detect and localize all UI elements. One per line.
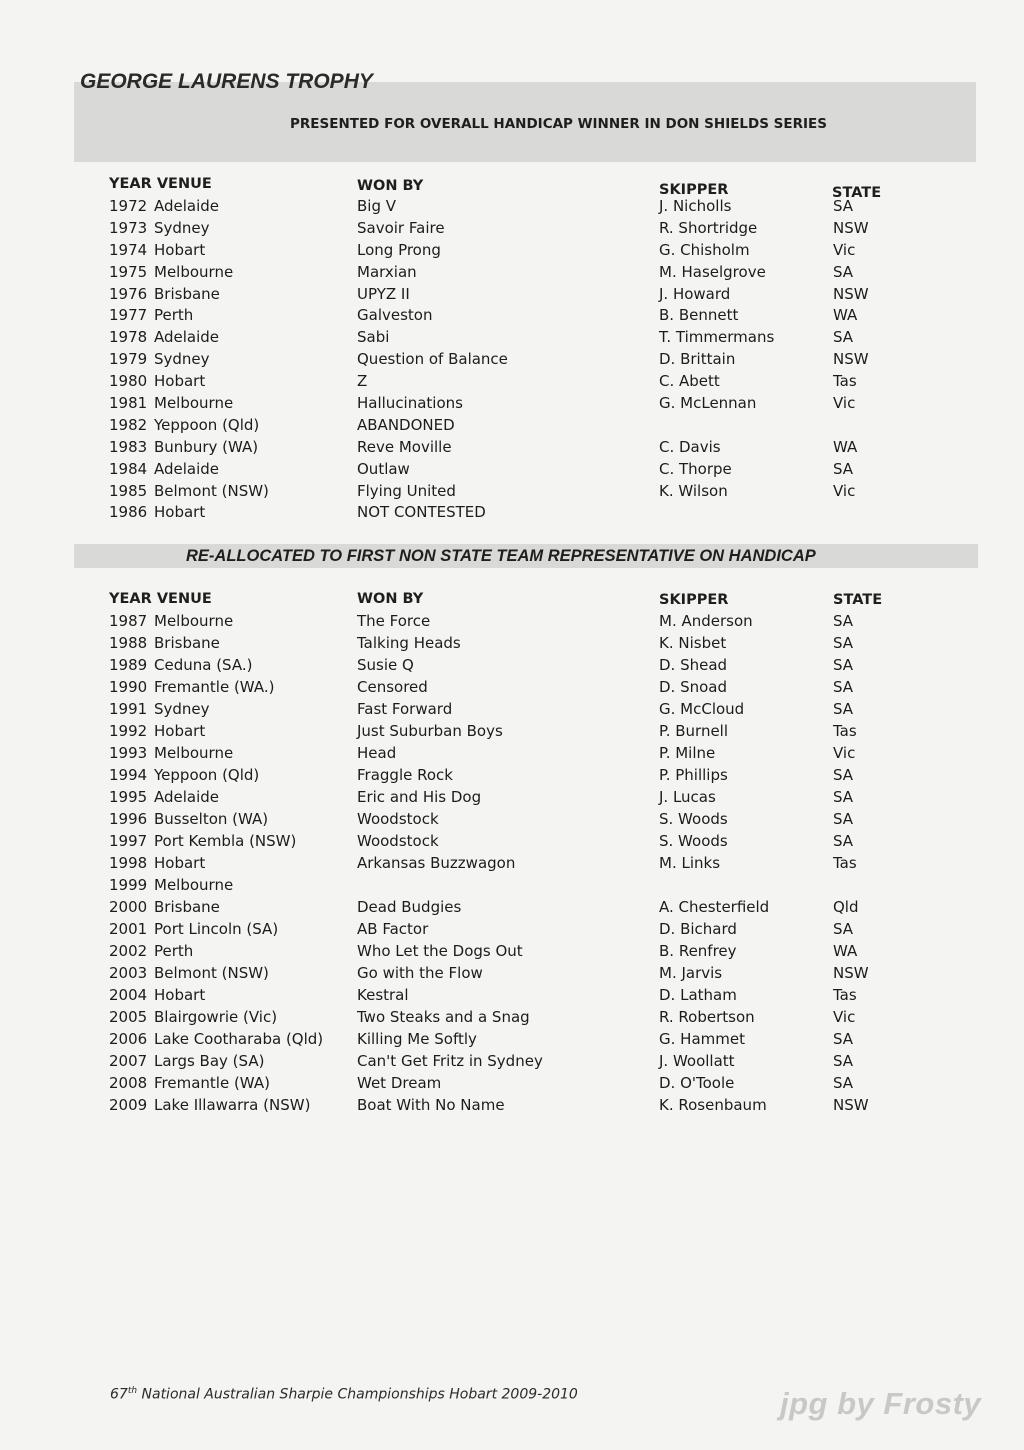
state-cell: Tas — [833, 722, 857, 740]
state-cell: SA — [833, 678, 854, 696]
skipper-cell: J. Woollatt — [659, 1052, 735, 1070]
state-cell: Tas — [833, 986, 857, 1004]
state-cell: SA — [833, 700, 854, 718]
skipper-cell: G. Chisholm — [659, 240, 750, 259]
venue-cell: Largs Bay (SA) — [154, 1052, 265, 1070]
skipper-cell: M. Jarvis — [659, 964, 723, 982]
skipper-cell: T. Timmermans — [659, 328, 775, 347]
col-header-state: STATE — [832, 185, 882, 201]
won-by-cell: Kestral — [357, 986, 409, 1004]
table-row — [0, 1096, 1024, 1118]
year-cell: 2009 — [109, 1096, 148, 1114]
skipper-cell: G. Hammet — [659, 1030, 745, 1048]
year-cell: 1986 — [109, 503, 148, 522]
won-by-cell: Just Suburban Boys — [357, 722, 503, 740]
table-row — [0, 722, 1024, 744]
footer-ordinal: th — [127, 1386, 138, 1396]
venue-cell: Brisbane — [154, 634, 220, 652]
won-by-cell: Sabi — [357, 328, 390, 347]
venue-cell: Yeppoon (Qld) — [154, 415, 260, 434]
won-by-cell: Woodstock — [357, 810, 439, 828]
year-cell: 1987 — [109, 612, 148, 630]
table-row — [0, 1030, 1024, 1052]
venue-cell: Adelaide — [154, 328, 220, 347]
won-by-cell: Head — [357, 744, 397, 762]
year-cell: 1994 — [109, 766, 148, 784]
table-row — [0, 372, 1024, 394]
won-by-cell: Boat With No Name — [357, 1096, 505, 1114]
year-cell: 1979 — [109, 350, 148, 369]
won-by-cell: Woodstock — [357, 832, 439, 850]
venue-cell: Sydney — [154, 700, 210, 718]
table-row — [0, 920, 1024, 942]
skipper-cell: D. Bichard — [659, 920, 737, 938]
skipper-cell: P. Phillips — [659, 766, 728, 784]
state-cell: NSW — [833, 218, 869, 237]
footer-note — [110, 1386, 578, 1403]
year-cell: 1985 — [109, 481, 148, 500]
table-row — [0, 416, 1024, 438]
venue-cell: Lake Illawarra (NSW) — [154, 1096, 311, 1114]
venue-cell: Hobart — [154, 854, 206, 872]
won-by-cell: Z — [357, 372, 368, 391]
venue-cell: Belmont (NSW) — [154, 964, 269, 982]
venue-cell: Lake Cootharaba (Qld) — [154, 1030, 324, 1048]
won-by-cell: Big V — [357, 197, 397, 215]
state-cell: SA — [833, 634, 854, 652]
won-by-cell: Outlaw — [357, 459, 410, 478]
table-row — [0, 306, 1024, 328]
skipper-cell: M. Anderson — [659, 612, 753, 630]
table-row — [0, 197, 1024, 219]
state-cell: NSW — [833, 350, 869, 369]
table-row — [0, 898, 1024, 920]
skipper-cell: P. Milne — [659, 744, 716, 762]
year-cell: 1973 — [109, 218, 148, 237]
table-row — [0, 612, 1024, 634]
state-cell: SA — [833, 262, 854, 281]
section-title: RE-ALLOCATED TO FIRST NON STATE TEAM REPRESENTATIVE ON HANDICAP — [186, 547, 816, 565]
skipper-cell: J. Nicholls — [659, 197, 732, 215]
year-cell: 1977 — [109, 306, 148, 325]
year-cell: 1974 — [109, 240, 148, 259]
table-row — [0, 986, 1024, 1008]
state-cell: SA — [833, 788, 854, 806]
state-cell: SA — [833, 1074, 854, 1092]
year-cell: 1999 — [109, 876, 148, 894]
table-row — [0, 964, 1024, 986]
venue-cell: Melbourne — [154, 262, 234, 281]
table-row — [0, 328, 1024, 350]
table-row — [0, 832, 1024, 854]
table-row — [0, 1052, 1024, 1074]
state-cell: SA — [833, 810, 854, 828]
state-cell: WA — [833, 942, 858, 960]
won-by-cell: Question of Balance — [357, 350, 508, 369]
year-cell: 2006 — [109, 1030, 148, 1048]
skipper-cell: D. Snoad — [659, 678, 728, 696]
state-cell: SA — [833, 920, 854, 938]
results-table-1972-1986 — [0, 197, 1024, 525]
won-by-cell: AB Factor — [357, 920, 429, 938]
won-by-cell: Dead Budgies — [357, 898, 462, 916]
table-row — [0, 263, 1024, 285]
won-by-cell: ABANDONED — [357, 415, 455, 434]
state-cell: SA — [833, 1052, 854, 1070]
year-cell: 1988 — [109, 634, 148, 652]
state-cell: Vic — [833, 240, 856, 259]
state-cell: WA — [833, 306, 858, 325]
year-cell: 2007 — [109, 1052, 148, 1070]
table-row — [0, 656, 1024, 678]
table-row — [0, 678, 1024, 700]
skipper-cell: M. Links — [659, 854, 721, 872]
venue-cell: Fremantle (WA) — [154, 1074, 270, 1092]
skipper-cell: D. Shead — [659, 656, 728, 674]
skipper-cell: K. Nisbet — [659, 634, 727, 652]
skipper-cell: K. Wilson — [659, 481, 728, 500]
venue-cell: Hobart — [154, 986, 206, 1004]
skipper-cell: G. McCloud — [659, 700, 745, 718]
table-row — [0, 285, 1024, 307]
venue-cell: Adelaide — [154, 788, 220, 806]
col-header-skipper: SKIPPER — [659, 182, 729, 198]
won-by-cell: Censored — [357, 678, 428, 696]
won-by-cell: Arkansas Buzzwagon — [357, 854, 516, 872]
skipper-cell: M. Haselgrove — [659, 262, 766, 281]
table-row — [0, 438, 1024, 460]
table-row — [0, 810, 1024, 832]
skipper-cell: C. Thorpe — [659, 459, 732, 478]
won-by-cell: UPYZ II — [357, 284, 410, 303]
year-cell: 1972 — [109, 197, 148, 215]
skipper-cell: J. Howard — [659, 284, 731, 303]
venue-cell: Brisbane — [154, 898, 220, 916]
skipper-cell: G. McLennan — [659, 394, 757, 413]
state-cell: Vic — [833, 481, 856, 500]
won-by-cell: Galveston — [357, 306, 433, 325]
year-cell: 1984 — [109, 459, 148, 478]
venue-cell: Hobart — [154, 372, 206, 391]
state-cell: SA — [833, 832, 854, 850]
col-header-state-2: STATE — [833, 592, 883, 608]
venue-cell: Port Lincoln (SA) — [154, 920, 279, 938]
won-by-cell: Two Steaks and a Snag — [357, 1008, 530, 1026]
year-cell: 2005 — [109, 1008, 148, 1026]
page-title: GEORGE LAURENS TROPHY — [80, 70, 373, 93]
table-row — [0, 1008, 1024, 1030]
year-cell: 1996 — [109, 810, 148, 828]
skipper-cell: K. Rosenbaum — [659, 1096, 767, 1114]
photo-credit-watermark: jpg by Frosty — [780, 1386, 982, 1421]
venue-cell: Sydney — [154, 350, 210, 369]
skipper-cell: C. Abett — [659, 372, 720, 391]
state-cell: Tas — [833, 372, 857, 391]
won-by-cell: Susie Q — [357, 656, 414, 674]
venue-cell: Blairgowrie (Vic) — [154, 1008, 278, 1026]
skipper-cell: J. Lucas — [659, 788, 716, 806]
col-header-year-venue-2: YEAR VENUE — [109, 591, 212, 607]
won-by-cell: Talking Heads — [357, 634, 461, 652]
skipper-cell: D. Latham — [659, 986, 737, 1004]
venue-cell: Perth — [154, 306, 194, 325]
venue-cell: Bunbury (WA) — [154, 437, 259, 456]
table-row — [0, 241, 1024, 263]
skipper-cell: P. Burnell — [659, 722, 729, 740]
skipper-cell: S. Woods — [659, 810, 728, 828]
venue-cell: Port Kembla (NSW) — [154, 832, 297, 850]
col-header-won-by-2: WON BY — [357, 591, 424, 607]
venue-cell: Busselton (WA) — [154, 810, 269, 828]
won-by-cell: Fast Forward — [357, 700, 453, 718]
won-by-cell: The Force — [357, 612, 431, 630]
col-header-skipper-2: SKIPPER — [659, 592, 729, 608]
year-cell: 1992 — [109, 722, 148, 740]
skipper-cell: C. Davis — [659, 437, 721, 456]
year-cell: 1997 — [109, 832, 148, 850]
table-row — [0, 1074, 1024, 1096]
col-header-won-by: WON BY — [357, 178, 424, 194]
state-cell: Qld — [833, 898, 859, 916]
state-cell: SA — [833, 1030, 854, 1048]
venue-cell: Adelaide — [154, 197, 220, 215]
year-cell: 2001 — [109, 920, 148, 938]
year-cell: 1980 — [109, 372, 148, 391]
year-cell: 1978 — [109, 328, 148, 347]
year-cell: 1982 — [109, 415, 148, 434]
state-cell: Vic — [833, 1008, 856, 1026]
table-row — [0, 766, 1024, 788]
year-cell: 1981 — [109, 394, 148, 413]
state-cell: Vic — [833, 744, 856, 762]
table-row — [0, 482, 1024, 504]
state-cell: SA — [833, 328, 854, 347]
year-cell: 1976 — [109, 284, 148, 303]
year-cell: 1998 — [109, 854, 148, 872]
footer-text: National Australian Sharpie Championships Hobart 2009-2010 — [137, 1386, 578, 1403]
won-by-cell: Marxian — [357, 262, 417, 281]
table-row — [0, 460, 1024, 482]
won-by-cell: Savoir Faire — [357, 218, 445, 237]
venue-cell: Ceduna (SA.) — [154, 656, 253, 674]
won-by-cell: Wet Dream — [357, 1074, 442, 1092]
won-by-cell: Go with the Flow — [357, 964, 483, 982]
table-row — [0, 744, 1024, 766]
state-cell: SA — [833, 197, 854, 215]
table-row — [0, 503, 1024, 525]
state-cell: SA — [833, 612, 854, 630]
skipper-cell: D. O'Toole — [659, 1074, 735, 1092]
year-cell: 1991 — [109, 700, 148, 718]
table-row — [0, 350, 1024, 372]
table-row — [0, 788, 1024, 810]
won-by-cell: Reve Moville — [357, 437, 452, 456]
col-header-year-venue: YEAR VENUE — [109, 176, 212, 192]
skipper-cell: B. Bennett — [659, 306, 739, 325]
won-by-cell: Fraggle Rock — [357, 766, 453, 784]
venue-cell: Hobart — [154, 503, 206, 522]
table-row — [0, 219, 1024, 241]
state-cell: NSW — [833, 284, 869, 303]
table-row — [0, 700, 1024, 722]
venue-cell: Belmont (NSW) — [154, 481, 269, 500]
table-row — [0, 876, 1024, 898]
year-cell: 2008 — [109, 1074, 148, 1092]
footer-number: 67 — [110, 1386, 128, 1403]
state-cell: SA — [833, 766, 854, 784]
venue-cell: Melbourne — [154, 744, 234, 762]
state-cell: NSW — [833, 1096, 869, 1114]
skipper-cell: D. Brittain — [659, 350, 736, 369]
won-by-cell: Hallucinations — [357, 394, 463, 413]
page-subtitle: PRESENTED FOR OVERALL HANDICAP WINNER IN DON SHIELDS SERIES — [290, 116, 827, 132]
skipper-cell: B. Renfrey — [659, 942, 737, 960]
venue-cell: Hobart — [154, 240, 206, 259]
table-row — [0, 854, 1024, 876]
venue-cell: Sydney — [154, 218, 210, 237]
year-cell: 1983 — [109, 437, 148, 456]
skipper-cell: S. Woods — [659, 832, 728, 850]
year-cell: 2004 — [109, 986, 148, 1004]
state-cell: SA — [833, 656, 854, 674]
state-cell: WA — [833, 437, 858, 456]
year-cell: 1993 — [109, 744, 148, 762]
won-by-cell: Eric and His Dog — [357, 788, 482, 806]
venue-cell: Melbourne — [154, 876, 234, 894]
won-by-cell: Flying United — [357, 481, 456, 500]
table-row — [0, 942, 1024, 964]
table-row — [0, 394, 1024, 416]
won-by-cell: Can't Get Fritz in Sydney — [357, 1052, 543, 1070]
year-cell: 2000 — [109, 898, 148, 916]
skipper-cell: R. Robertson — [659, 1008, 755, 1026]
state-cell: Tas — [833, 854, 857, 872]
venue-cell: Adelaide — [154, 459, 220, 478]
year-cell: 1989 — [109, 656, 148, 674]
won-by-cell: Who Let the Dogs Out — [357, 942, 523, 960]
year-cell: 2003 — [109, 964, 148, 982]
year-cell: 1990 — [109, 678, 148, 696]
won-by-cell: Long Prong — [357, 240, 441, 259]
year-cell: 1975 — [109, 262, 148, 281]
venue-cell: Brisbane — [154, 284, 220, 303]
state-cell: Vic — [833, 394, 856, 413]
skipper-cell: A. Chesterfield — [659, 898, 770, 916]
venue-cell: Fremantle (WA.) — [154, 678, 275, 696]
table-row — [0, 634, 1024, 656]
venue-cell: Yeppoon (Qld) — [154, 766, 260, 784]
results-table-1987-2009 — [0, 612, 1024, 1118]
state-cell: NSW — [833, 964, 869, 982]
venue-cell: Melbourne — [154, 394, 234, 413]
year-cell: 2002 — [109, 942, 148, 960]
venue-cell: Perth — [154, 942, 194, 960]
won-by-cell: Killing Me Softly — [357, 1030, 477, 1048]
year-cell: 1995 — [109, 788, 148, 806]
won-by-cell: NOT CONTESTED — [357, 503, 486, 522]
venue-cell: Melbourne — [154, 612, 234, 630]
skipper-cell: R. Shortridge — [659, 218, 758, 237]
state-cell: SA — [833, 459, 854, 478]
venue-cell: Hobart — [154, 722, 206, 740]
